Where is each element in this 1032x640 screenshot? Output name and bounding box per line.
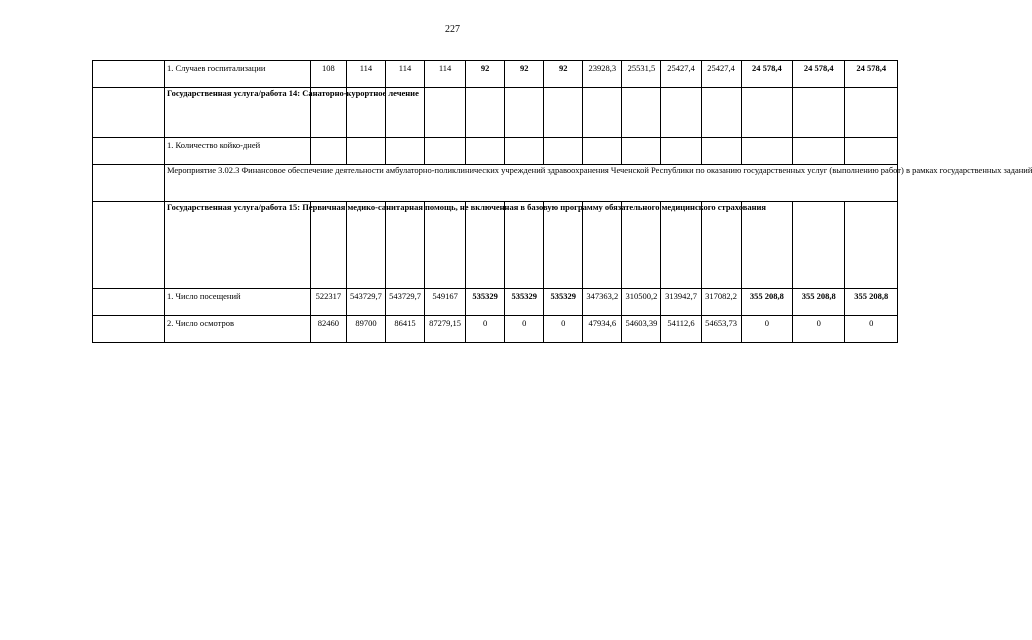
value-cell: 0 [466, 316, 505, 343]
value-cell: 355 208,8 [793, 289, 845, 316]
empty-cell [93, 202, 165, 289]
empty-cell [93, 88, 165, 138]
value-cell: 54603,39 [622, 316, 661, 343]
row-visits [93, 289, 898, 316]
row-service-14 [93, 88, 898, 138]
value-cell: 0 [544, 316, 583, 343]
value-cell: 24 578,4 [845, 61, 898, 88]
value-cell: 0 [845, 316, 898, 343]
value-cell: 543729,7 [346, 289, 385, 316]
empty-cell [93, 165, 165, 202]
value-cell: 313942,7 [661, 289, 701, 316]
value-cell: 0 [505, 316, 544, 343]
value-cell: 522317 [310, 289, 346, 316]
empty-cell [93, 316, 165, 343]
row-label: 1. Случаев госпитализации [164, 61, 310, 88]
value-cell: 47934,6 [583, 316, 622, 343]
value-cell: 310500,2 [622, 289, 661, 316]
value-cell: 543729,7 [385, 289, 424, 316]
empty-cell [93, 289, 165, 316]
row-label: 1. Количество койко-дней [164, 138, 310, 165]
data-table [92, 60, 1032, 343]
value-cell: 108 [310, 61, 346, 88]
value-cell: 114 [385, 61, 424, 88]
value-cell: 92 [544, 61, 583, 88]
value-cell: 25427,4 [701, 61, 741, 88]
value-cell: 114 [346, 61, 385, 88]
row-measure [93, 165, 898, 202]
measure-description: Мероприятие 3.02.3 Финансовое обеспечение деятельности амбулаторно-поликлинических учреждений здравоохранения Чеченской Республики по оказанию государственных услуг (выполнению работ) в рамках государственных заданий [164, 165, 897, 202]
empty-cell [93, 138, 165, 165]
value-cell: 87279,15 [425, 316, 466, 343]
value-cell: 355 208,8 [845, 289, 898, 316]
value-cell: 25427,4 [661, 61, 701, 88]
value-cell: 535329 [466, 289, 505, 316]
row-examinations [93, 316, 898, 343]
row-label: 2. Число осмотров [164, 316, 310, 343]
service-heading: Государственная услуга/работа 14: Санаторно-курортное лечение [164, 88, 310, 138]
value-cell: 355 208,8 [741, 289, 792, 316]
value-cell: 549167 [425, 289, 466, 316]
row-bed-days [93, 138, 898, 165]
value-cell: 92 [505, 61, 544, 88]
page-number: 227 [445, 24, 460, 35]
value-cell: 24 578,4 [741, 61, 792, 88]
value-cell: 92 [466, 61, 505, 88]
row-service-15 [93, 202, 898, 289]
value-cell: 317082,2 [701, 289, 741, 316]
value-cell: 114 [425, 61, 466, 88]
value-cell: 86415 [385, 316, 424, 343]
row-label: 1. Число посещений [164, 289, 310, 316]
value-cell: 535329 [505, 289, 544, 316]
value-cell: 23928,3 [583, 61, 622, 88]
empty-cell [93, 61, 165, 88]
value-cell: 0 [793, 316, 845, 343]
value-cell: 24 578,4 [793, 61, 845, 88]
value-cell: 89700 [346, 316, 385, 343]
value-cell: 0 [741, 316, 792, 343]
value-cell: 54112,6 [661, 316, 701, 343]
value-cell: 82460 [310, 316, 346, 343]
value-cell: 347363,2 [583, 289, 622, 316]
value-cell: 25531,5 [622, 61, 661, 88]
value-cell: 54653,73 [701, 316, 741, 343]
row-hospitalization [93, 61, 898, 88]
service-heading: Государственная услуга/работа 15: Первичная медико-санитарная помощь, не включенная в базовую программу обязательного медицинского страхования [164, 202, 310, 289]
value-cell: 535329 [544, 289, 583, 316]
